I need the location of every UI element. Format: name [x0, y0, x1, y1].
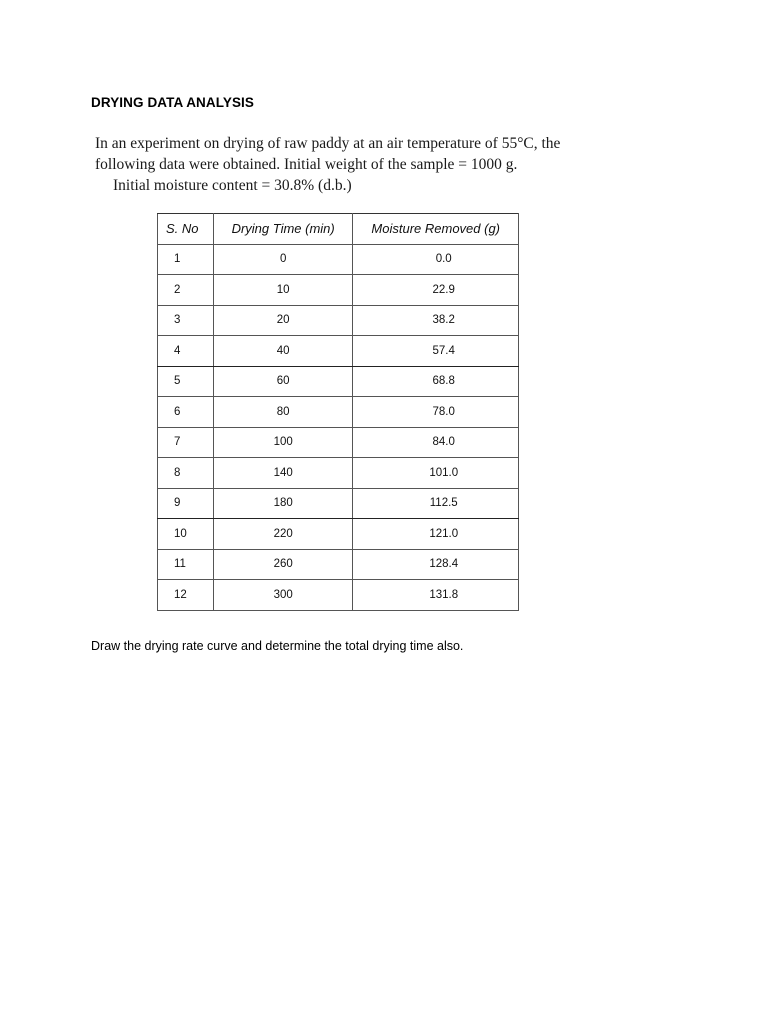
- cell-moisture-removed: 128.4: [353, 549, 519, 580]
- cell-drying-time: 220: [213, 519, 353, 550]
- cell-moisture-removed: 22.9: [353, 275, 519, 306]
- table-row: [158, 488, 519, 519]
- cell-moisture-removed: 84.0: [353, 427, 519, 458]
- table-row: [158, 275, 519, 306]
- cell-drying-time: 140: [213, 458, 353, 489]
- table-row: [158, 244, 519, 275]
- statement-line: In an experiment on drying of raw paddy at an air temperature of 55°C, the: [95, 135, 561, 152]
- drying-data-table: [157, 213, 519, 611]
- cell-drying-time: 60: [213, 366, 353, 397]
- cell-drying-time: 40: [213, 336, 353, 367]
- cell-sno: 3: [158, 305, 214, 336]
- cell-sno: 11: [158, 549, 214, 580]
- cell-sno: 5: [158, 366, 214, 397]
- table-row: [158, 519, 519, 550]
- table-header-row: [158, 214, 519, 245]
- table-row: [158, 397, 519, 428]
- statement-line: following data were obtained. Initial weight of the sample = 1000 g.: [95, 156, 518, 173]
- table-row: [158, 458, 519, 489]
- page-title: DRYING DATA ANALYSIS: [91, 95, 255, 110]
- cell-sno: 10: [158, 519, 214, 550]
- cell-sno: 6: [158, 397, 214, 428]
- cell-drying-time: 300: [213, 580, 353, 611]
- cell-moisture-removed: 101.0: [353, 458, 519, 489]
- cell-drying-time: 0: [213, 244, 353, 275]
- problem-statement: [95, 133, 560, 196]
- table-row: [158, 366, 519, 397]
- table-row: [158, 549, 519, 580]
- table-row: [158, 427, 519, 458]
- cell-sno: 1: [158, 244, 214, 275]
- cell-moisture-removed: 112.5: [353, 488, 519, 519]
- column-header-drying-time: Drying Time (min): [213, 214, 353, 245]
- cell-sno: 8: [158, 458, 214, 489]
- cell-moisture-removed: 131.8: [353, 580, 519, 611]
- cell-moisture-removed: 57.4: [353, 336, 519, 367]
- cell-moisture-removed: 0.0: [353, 244, 519, 275]
- table-row: [158, 580, 519, 611]
- cell-drying-time: 80: [213, 397, 353, 428]
- cell-moisture-removed: 38.2: [353, 305, 519, 336]
- cell-moisture-removed: 68.8: [353, 366, 519, 397]
- question-text: Draw the drying rate curve and determine the total drying time also.: [91, 639, 464, 653]
- cell-sno: 4: [158, 336, 214, 367]
- statement-line: Initial moisture content = 30.8% (d.b.): [113, 177, 352, 194]
- cell-drying-time: 10: [213, 275, 353, 306]
- cell-sno: 2: [158, 275, 214, 306]
- column-header-sno: S. No: [158, 214, 214, 245]
- table-row: [158, 336, 519, 367]
- cell-moisture-removed: 78.0: [353, 397, 519, 428]
- cell-moisture-removed: 121.0: [353, 519, 519, 550]
- cell-sno: 12: [158, 580, 214, 611]
- table-row: [158, 305, 519, 336]
- cell-drying-time: 180: [213, 488, 353, 519]
- cell-drying-time: 100: [213, 427, 353, 458]
- column-header-moisture-removed: Moisture Removed (g): [353, 214, 519, 245]
- cell-sno: 7: [158, 427, 214, 458]
- cell-drying-time: 260: [213, 549, 353, 580]
- cell-sno: 9: [158, 488, 214, 519]
- cell-drying-time: 20: [213, 305, 353, 336]
